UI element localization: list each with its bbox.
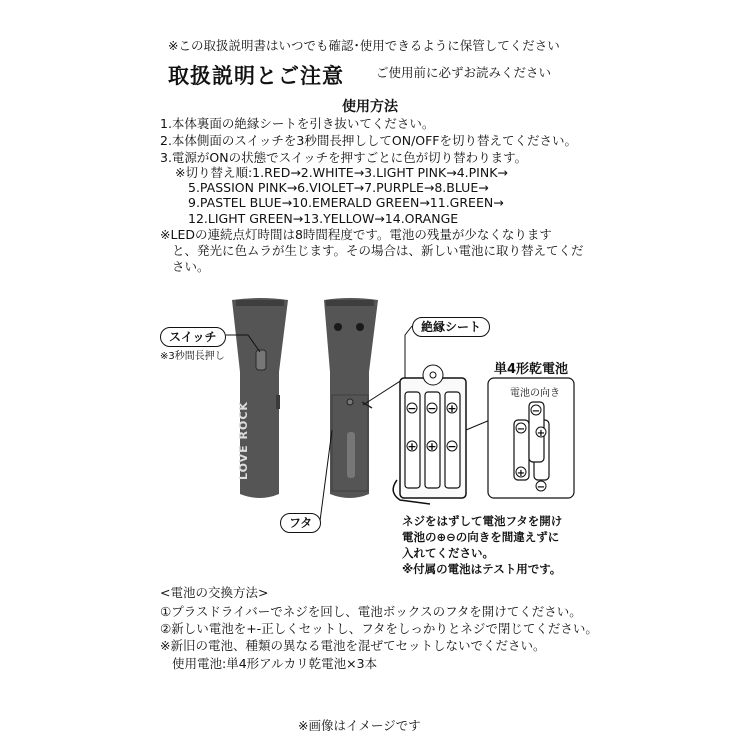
battery-note-line: ネジをはずして電池フタを開け [402,514,563,528]
replacement-heading: <電池の交換方法> [160,585,269,600]
page-title: 取扱説明とご注意 [168,64,344,88]
svg-text:−: − [407,402,417,415]
svg-text:−: − [427,402,437,415]
usage-line: 5.PASSION PINK→6.VIOLET→7.PURPLE→8.BLUE→ [188,180,489,195]
replacement-line: ②新しい電池を+-正しくセットし、フタをしっかりとネジで閉じてください。 [160,621,598,636]
usage-line: 9.PASTEL BLUE→10.EMERALD GREEN→11.GREEN→ [188,195,504,210]
light-stick-back [324,298,378,498]
svg-text:−: − [531,406,541,417]
battery-box [393,365,490,504]
lid-label: フタ [280,513,321,533]
usage-line: ※切り替え順:1.RED→2.WHITE→3.LIGHT PINK→4.PINK→ [175,165,508,180]
svg-text:−: − [516,424,526,435]
svg-text:+: + [447,402,457,415]
svg-text:+: + [536,428,546,439]
svg-text:LOVE ROCK: LOVE ROCK [237,401,250,480]
replacement-battery-type: 使用電池:単4形アルカリ乾電池×3本 [172,656,378,671]
replacement-line: ①プラスドライバーでネジを回し、電池ボックスのフタを開けてください。 [160,604,582,619]
image-note: ※画像はイメージです [298,718,421,733]
usage-line: 3.電源がONの状態でスイッチを押すごとに色が切り替わります。 [160,150,528,165]
svg-text:−: − [536,482,546,493]
switch-label: スイッチ [160,327,226,347]
battery-title: 単4形乾電池 [494,362,569,377]
replacement-line: ※新旧の電池、種類の異なる電池を混ぜてセットしないでください。 [160,638,546,653]
usage-line: と、発光に色ムラが生じます。その場合は、新しい電池に取り替えてくだ [172,243,584,258]
insulation-sheet-label: 絶縁シート [412,317,490,337]
svg-text:−: − [447,440,457,453]
usage-line: 12.LIGHT GREEN→13.YELLOW→14.ORANGE [188,211,459,226]
usage-line: ※LEDの連続点灯時間は8時間程度です。電池の残量が少なくなります [160,227,552,242]
page-subtitle: ご使用前に必ずお読みください [376,65,552,80]
usage-line: 1.本体裏面の絶縁シートを引き抜いてください。 [160,116,435,131]
battery-note-line: ※付属の電池はテスト用です。 [402,562,562,576]
battery-note-line: 電池の⊕⊖の向きを間違えずに [402,530,560,544]
usage-line: さい。 [172,259,210,274]
switch-note: ※3秒間長押し [160,351,225,362]
top-note: ※この取扱説明書はいつでも確認･使用できるように保管してください [168,38,560,53]
battery-direction-label: 電池の向き [510,388,560,399]
svg-text:+: + [427,440,437,453]
usage-heading: 使用方法 [342,99,398,115]
svg-text:+: + [407,440,417,453]
svg-text:+: + [516,468,526,479]
battery-note-line: 入れてください。 [402,546,494,560]
usage-line: 2.本体側面のスイッチを3秒間長押ししてON/OFFを切り替えてください。 [160,133,578,148]
light-stick-front [232,298,288,498]
